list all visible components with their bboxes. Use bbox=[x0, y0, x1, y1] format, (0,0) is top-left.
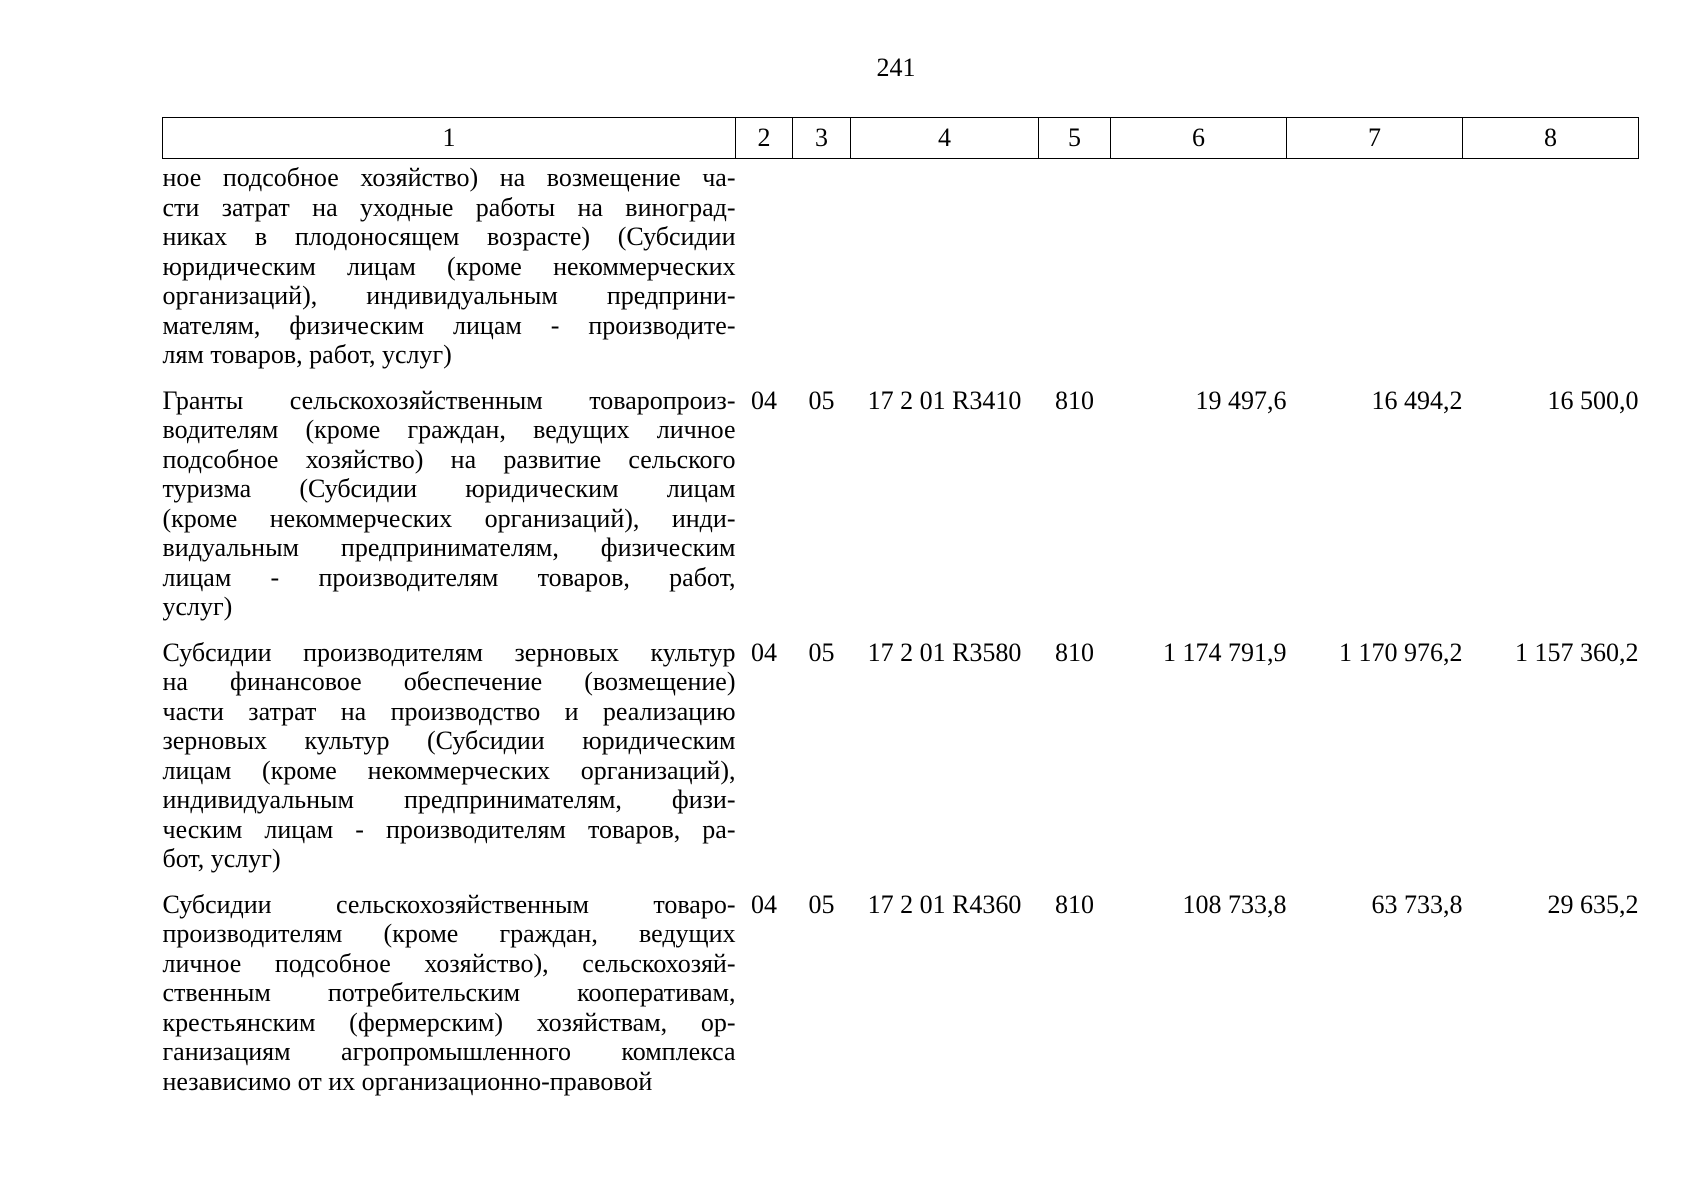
description-line: лицам - производителям товаров, работ, bbox=[162, 562, 736, 592]
amount-col-8: 29 635,2 bbox=[1547, 889, 1639, 919]
description-line: организаций), индивидуальным предприни- bbox=[162, 281, 736, 310]
description-line: на финансовое обеспечение (возмещение) bbox=[162, 667, 736, 696]
row-description bbox=[163, 627, 736, 879]
table-row bbox=[163, 375, 1639, 627]
subsection-code: 05 bbox=[808, 637, 835, 667]
description-line: индивидуальным предпринимателям, физи- bbox=[162, 785, 736, 814]
amount-col-6: 1 174 791,9 bbox=[1163, 637, 1287, 667]
description-line: ственным потребительским кооперативам, bbox=[162, 978, 736, 1007]
description-line: сти затрат на уходные работы на виноград- bbox=[162, 192, 736, 222]
column-header-5: 5 bbox=[1039, 118, 1111, 159]
amount-col-6 bbox=[1111, 159, 1287, 375]
target-article-code bbox=[851, 159, 1039, 375]
description-line: независимо от их организационно-правовой bbox=[162, 1066, 653, 1096]
description-line: ганизациям агропромышленного комплекса bbox=[162, 1037, 736, 1066]
description-line: Субсидии производителям зерновых культур bbox=[162, 637, 736, 667]
description-line: лицам (кроме некоммерческих организаций), bbox=[162, 755, 736, 785]
subsection-code bbox=[793, 159, 851, 375]
column-header-2: 2 bbox=[736, 118, 793, 159]
page-number: 241 bbox=[876, 53, 916, 82]
table-row bbox=[163, 879, 1639, 1102]
table-header-row bbox=[163, 118, 1639, 159]
column-header-4: 4 bbox=[851, 118, 1039, 159]
row-description bbox=[163, 375, 736, 627]
description-line: никах в плодоносящем возрасте) (Субсидии bbox=[162, 222, 736, 251]
description-line: производителям (кроме граждан, ведущих bbox=[162, 919, 736, 948]
description-line: ческим лицам - производителям товаров, ра- bbox=[162, 814, 736, 844]
column-header-8: 8 bbox=[1463, 118, 1639, 159]
description-line: подсобное хозяйство) на развитие сельского bbox=[162, 444, 736, 474]
section-code: 04 bbox=[751, 889, 777, 919]
description-line: личное подсобное хозяйство), сельскохозяй- bbox=[162, 948, 736, 978]
amount-col-6: 19 497,6 bbox=[1195, 385, 1287, 415]
description-line: Гранты сельскохозяйственным товаропроиз- bbox=[162, 385, 736, 415]
amount-col-8 bbox=[1463, 159, 1639, 375]
description-line: части затрат на производство и реализацию bbox=[162, 696, 736, 726]
row-description bbox=[163, 879, 736, 1102]
section-code bbox=[736, 159, 793, 375]
amount-col-7 bbox=[1287, 159, 1463, 375]
description-line: лям товаров, работ, услуг) bbox=[162, 340, 452, 369]
target-article-code: 17 2 01 R3580 bbox=[867, 637, 1022, 667]
amount-col-7: 1 170 976,2 bbox=[1339, 637, 1463, 667]
column-header-3: 3 bbox=[793, 118, 851, 159]
description-line: ное подсобное хозяйство) на возмещение ча- bbox=[162, 163, 736, 192]
description-line: мателям, физическим лицам - производите- bbox=[162, 310, 736, 340]
target-article-code: 17 2 01 R3410 bbox=[867, 385, 1022, 415]
description-line: Субсидии сельскохозяйственным товаро- bbox=[162, 889, 736, 919]
section-code: 04 bbox=[751, 385, 777, 415]
amount-col-8: 16 500,0 bbox=[1547, 385, 1639, 415]
amount-col-7: 16 494,2 bbox=[1371, 385, 1463, 415]
expense-type-code: 810 bbox=[1055, 637, 1094, 667]
description-line: видуальным предпринимателям, физическим bbox=[162, 533, 736, 562]
row-description bbox=[163, 159, 736, 375]
description-line: туризма (Субсидии юридическим лицам bbox=[162, 474, 736, 503]
description-line: юридическим лицам (кроме некоммерческих bbox=[162, 251, 736, 281]
table-row bbox=[163, 627, 1639, 879]
budget-table bbox=[162, 117, 1639, 1101]
target-article-code: 17 2 01 R4360 bbox=[867, 889, 1022, 919]
amount-col-7: 63 733,8 bbox=[1371, 889, 1463, 919]
expense-type-code: 810 bbox=[1055, 385, 1094, 415]
subsection-code: 05 bbox=[808, 889, 835, 919]
description-line: водителям (кроме граждан, ведущих личное bbox=[162, 415, 736, 444]
column-header-6: 6 bbox=[1111, 118, 1287, 159]
description-line: услуг) bbox=[162, 592, 233, 621]
column-header-1: 1 bbox=[163, 118, 736, 159]
expense-type-code bbox=[1039, 159, 1111, 375]
subsection-code: 05 bbox=[808, 385, 835, 415]
description-line: бот, услуг) bbox=[162, 844, 281, 873]
table-row bbox=[163, 159, 1639, 375]
description-line: зерновых культур (Субсидии юридическим bbox=[162, 726, 736, 755]
amount-col-6: 108 733,8 bbox=[1182, 889, 1287, 919]
amount-col-8: 1 157 360,2 bbox=[1515, 637, 1639, 667]
expense-type-code: 810 bbox=[1055, 889, 1094, 919]
description-line: (кроме некоммерческих организаций), инди- bbox=[162, 503, 736, 533]
column-header-7: 7 bbox=[1287, 118, 1463, 159]
description-line: крестьянским (фермерским) хозяйствам, ор- bbox=[162, 1007, 736, 1037]
section-code: 04 bbox=[751, 637, 777, 667]
